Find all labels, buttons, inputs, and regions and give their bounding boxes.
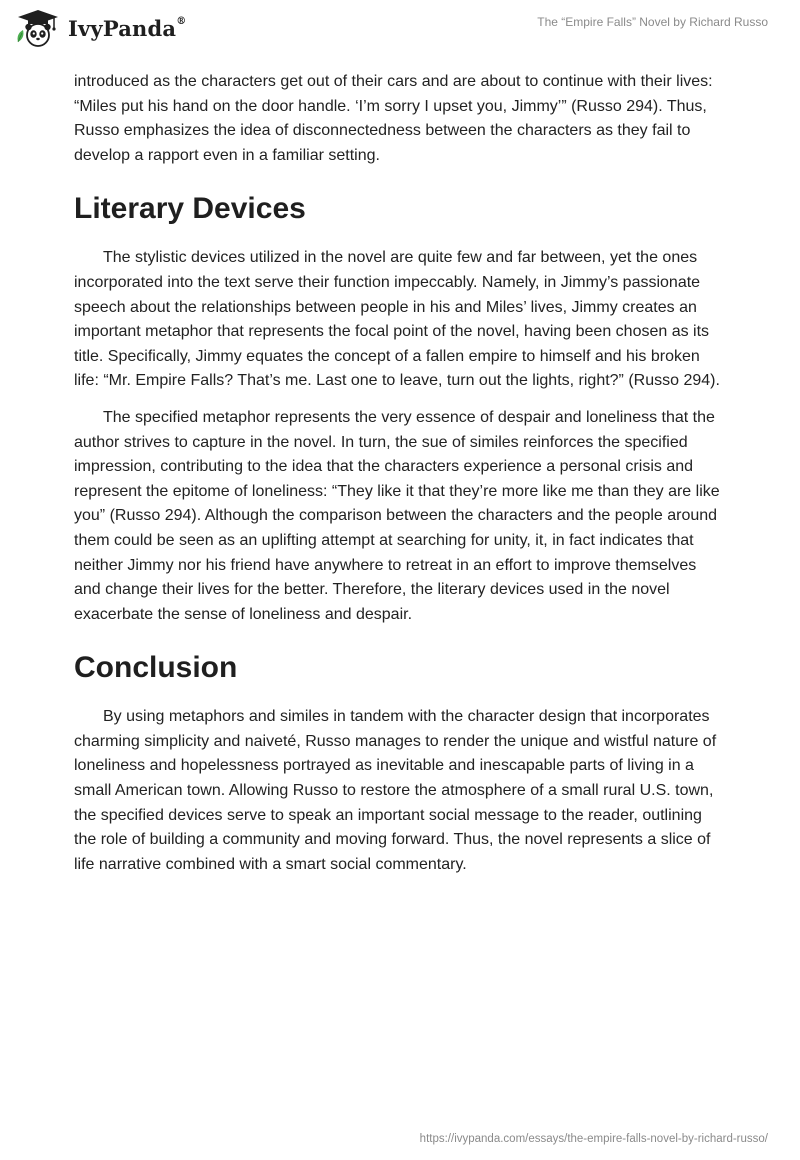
essay-body xyxy=(74,70,726,889)
conclusion-heading: Conclusion xyxy=(74,651,238,685)
ivypanda-logo[interactable] xyxy=(14,8,186,48)
literary-paragraph-2: The specified metaphor represents the very essence of despair and loneliness that the author strives to capture in the novel. In turn, the sue of similes reinforces the specified impression, contributing to the idea that the characters experience a personal crisis and represent the epitome of loneliness: “They like it that they’re more like me than they are like you” (Russo 294). Although the comparison between the characters and the people around them could be seen as an uplifting attempt at searching for unity, it, in fact indicates that neither Jimmy nor his friend have anywhere to retreat in an effort to improve themselves and change their lives for the better. Therefore, the literary devices used in the novel exacerbate the sense of loneliness and despair. xyxy=(74,408,720,623)
page-header xyxy=(0,0,800,60)
panda-graduation-cap-icon xyxy=(14,8,62,48)
intro-paragraph: introduced as the characters get out of their cars and are about to continue with their lives: “Miles put his hand on the door handle. ‘I’m sorry I upset you, Jimmy’” (Russo 294). Thus, Russo emphasizes the idea of disconnectedness between the characters as they fail to develop a rapport even in a familiar setting. xyxy=(74,73,713,164)
literary-devices-heading: Literary Devices xyxy=(74,192,306,226)
source-url-link[interactable]: https://ivypanda.com/essays/the-empire-falls-novel-by-richard-russo/ xyxy=(419,1133,768,1145)
registered-mark: ® xyxy=(176,15,187,27)
conclusion-paragraph: By using metaphors and similes in tandem with the character design that incorporates charming simplicity and naiveté, Russo manages to render the unique and wistful nature of loneliness and hopelessness portrayed as inevitable and inescapable parts of living in a small American town. Allowing Russo to restore the atmosphere of a small rural U.S. town, the specified devices serve to speak an important social message to the reader, outlining the role of building a community and moving forward. Thus, the novel represents a slice of life narrative combined with a smart social commentary. xyxy=(74,708,717,873)
literary-paragraph-1: The stylistic devices utilized in the novel are quite few and far between, yet the ones incorporated into the text serve their function impeccably. Namely, in Jimmy’s passionate speech about the relationships between people in his and Miles’ lives, Jimmy creates an important metaphor that represents the focal point of the novel, having been chosen as its title. Specifically, Jimmy equates the concept of a fallen empire to himself and his broken life: “Mr. Empire Falls? That’s me. Last one to leave, turn out the lights, right?” (Russo 294). xyxy=(74,249,720,390)
document-title: The “Empire Falls” Novel by Richard Russo xyxy=(537,15,768,29)
brand-name: IvyPanda® xyxy=(68,15,187,41)
